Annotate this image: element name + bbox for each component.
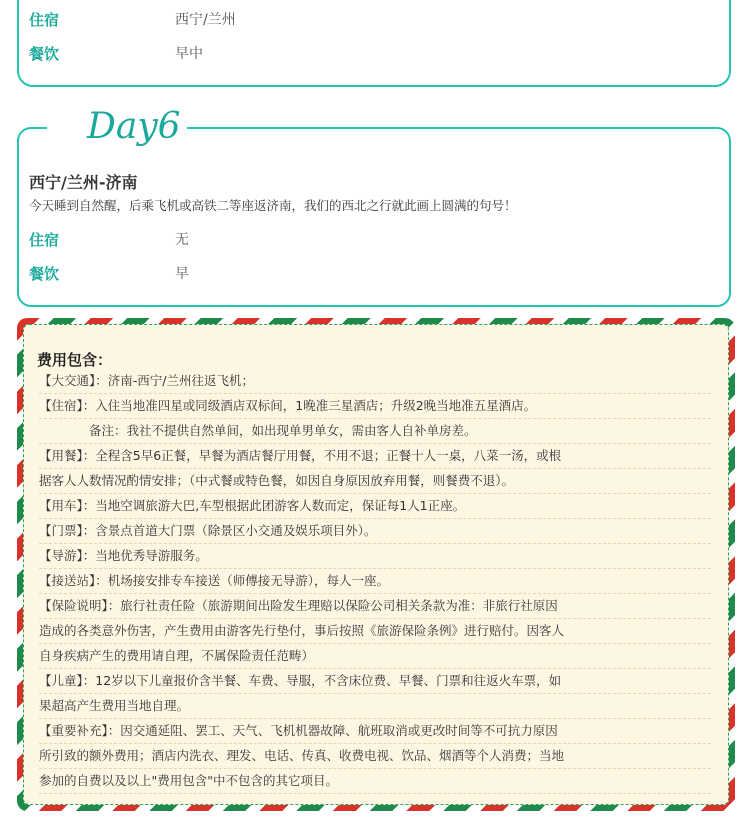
fee-line: 所引致的额外费用；酒店内洗衣、理发、电话、传真、收费电视、饮品、烟酒等个人消费；当地	[39, 743, 711, 769]
accommodation-label: 住宿	[29, 10, 60, 29]
fee-line: 【导游】：当地优秀导游服务。	[39, 543, 711, 569]
accommodation-value: 无	[175, 232, 189, 248]
fee-line: 【接送站】：机场接安排专车接送（师傅接无导游），每人一座。	[39, 568, 711, 594]
day-title: 西宁/兰州-济南	[29, 173, 138, 192]
fee-line: 参加的自费以及以上"费用包含"中不包含的其它项目。	[39, 768, 711, 794]
meals-row	[29, 261, 189, 285]
meals-value: 早	[175, 266, 189, 282]
fee-line: 【用餐】：全程含5早6正餐，早餐为酒店餐厅用餐，不用不退；正餐十人一桌，八菜一汤，或根	[39, 443, 711, 469]
day6-card	[17, 106, 731, 307]
prev-day-card	[17, 0, 731, 87]
fee-line: 【住宿】：入住当地准四星或同级酒店双标间，1晚准三星酒店；升级2晚当地准五星酒店。	[39, 393, 711, 419]
fee-line: 果超高产生费用当地自理。	[39, 693, 711, 719]
meals-value: 早中	[175, 46, 203, 62]
fee-panel	[23, 324, 729, 805]
fee-line: 【门票】：含景点首道大门票（除景区小交通及娱乐项目外）。	[39, 518, 711, 544]
meals-row	[29, 41, 203, 65]
fee-line: 自身疾病产生的费用请自理，不属保险责任范畴）	[39, 643, 711, 669]
fee-line: 【用车】：当地空调旅游大巴,车型根据此团游客人数而定，保证每1人1正座。	[39, 493, 711, 519]
fee-line: 【大交通】：济南-西宁/兰州往返飞机；	[39, 368, 711, 394]
accommodation-label: 住宿	[29, 230, 60, 249]
accommodation-row	[29, 227, 189, 251]
day-badge: Day6	[47, 105, 187, 149]
meals-label: 餐饮	[29, 264, 60, 283]
fee-title: 费用包含：	[37, 351, 113, 369]
day-description: 今天睡到自然醒，后乘飞机或高铁二等座返济南，我们的西北之行就此画上圆满的句号！	[29, 198, 517, 213]
fee-line: 据客人人数情况酌情安排；（中式餐或特色餐，如因自身原因放弃用餐，则餐费不退）。	[39, 468, 711, 494]
fee-section	[17, 318, 735, 811]
meals-label: 餐饮	[29, 44, 60, 63]
fee-line: 【保险说明】：旅行社责任险（旅游期间出险发生理赔以保险公司相关条款为准：非旅行社原因	[39, 593, 711, 619]
accommodation-value: 西宁/兰州	[175, 12, 236, 28]
fee-line: 备注：我社不提供自然单间，如出现单男单女，需由客人自补单房差。	[39, 418, 711, 444]
fee-line: 【儿童】：12岁以下儿童报价含半餐、车费、导服，不含床位费、早餐、门票和往返火车票，如	[39, 668, 711, 694]
accommodation-row	[29, 7, 236, 31]
fee-line: 造成的各类意外伤害，产生费用由游客先行垫付，事后按照《旅游保险条例》进行赔付。因客人	[39, 618, 711, 644]
fee-line: 【重要补充】：因交通延阻、罢工、天气、飞机机器故障、航班取消或更改时间等不可抗力原因	[39, 718, 711, 744]
